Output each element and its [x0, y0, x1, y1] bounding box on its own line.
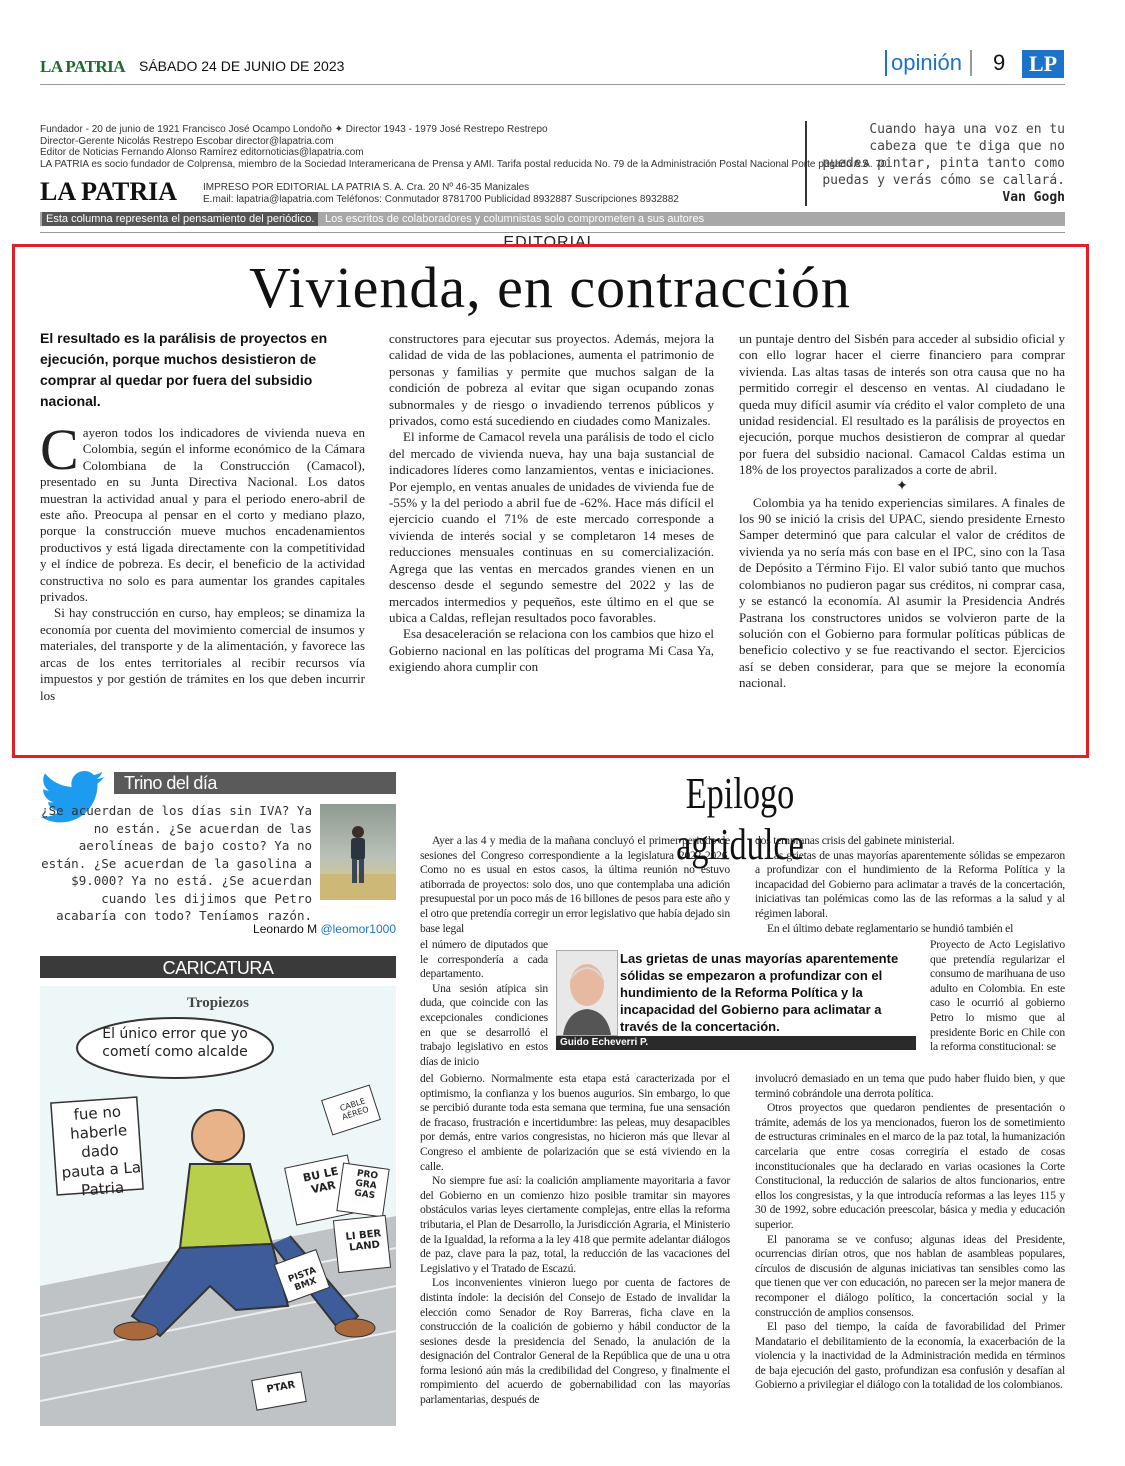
- paragraph: El panorama se ve confuso; algunas ideas del Presidente, ocurrencias dirían otros, que nos hablan de asambleas populares, círculos de discusión de algunas iniciativas tan sensibles como las que tienen que ver con educación, no parecen ser la mejor manera de recomponer el diálogo político, la concertación social y la construcción de amplios consensos.: [755, 1232, 1065, 1319]
- separator-ornament: ✦: [896, 478, 908, 494]
- trino-handle[interactable]: @leomor1000: [320, 922, 396, 936]
- pull-quote: Las grietas de unas mayorías aparentemente sólidas se empezaron a profundizar con el hundimiento de la Reforma Política y la incapacidad del Gobierno para aclimatar a través de la concertación.: [620, 951, 899, 1034]
- author-name: Guido Echeverri P.: [560, 1037, 649, 1048]
- lp-badge: LP: [1022, 50, 1064, 78]
- paper-label: PRO GRA GAS: [353, 1168, 379, 1202]
- header-section: opinión: [885, 50, 972, 76]
- editorial-lead: El resultado es la parálisis de proyectos en ejecución, porque muchos desistieron de comprar al quedar por fuera del subsidio nacional.: [40, 330, 328, 409]
- masthead-editor: Editor de Noticias Fernando Alonso Ramírez editornoticias@lapatria.com: [40, 147, 364, 158]
- paper-label: CABLE AÉREO: [338, 1096, 370, 1122]
- article-column-2-wrap: [930, 938, 1065, 1055]
- paragraph: del Gobierno. Normalmente esta etapa está caracterizada por el optimismo, la confianza y los buenos augurios. Sin embargo, lo que se percibió durante toda esta semana que termina, fue una sensación de fracaso, frustración e incertidumbre: las peleas, muy desapacibles por demás, entre varios congresistas, no hicieron más que llevar al Congreso el ambiente de polarización que se está viviendo en la calle.: [420, 1072, 730, 1173]
- dropcap: C: [40, 417, 79, 482]
- editorial-column-3: [739, 331, 1065, 692]
- paragraph: constructores para ejecutar sus proyectos. Además, mejora la calidad de vida de las poblaciones, aumenta el patrimonio de personas y familias y permite que muchos salgan de la condición de pobreza al evitar que sigan ocupando zonas subnormales y de riesgo o invadiendo terrenos públicos y privados, como está sucediendo en ciudades como Manizales.: [389, 331, 714, 429]
- paragraph: el número de diputados que le correspondería a cada departamento.: [420, 938, 548, 981]
- trino-text: ¿Se acuerdan de los días sin IVA? Ya no están. ¿Se acuerdan de las aerolíneas de bajo costo? Ya no están. ¿Se acuerdan de la gasolina a $9.000? Ya no está. ¿Se acuerdan cuando les dijimos que Petro acabaría con todo? Teníamos razón.: [41, 803, 312, 923]
- masthead-founders: Fundador - 20 de junio de 1921 Francisco José Ocampo Londoño ✦ Director 1943 - 1979 José Restrepo Restrepo: [40, 124, 548, 135]
- editorial-label: EDITORIAL: [503, 234, 597, 251]
- masthead-membership: LA PATRIA es socio fundador de Colprensa, miembro de la Sociedad Interamericana de Prensa y AMI. Tarifa postal reducida No. 79 de la Administración Postal Nacional Porte pagado A.A. 70: [40, 159, 887, 170]
- masthead-logo: LA PATRIA: [40, 177, 177, 206]
- trino-title: Trino del día: [124, 773, 217, 793]
- article-column-2-top: [755, 834, 1065, 936]
- paragraph: En el último debate reglamentario se hundió también el: [767, 921, 1014, 935]
- paragraph: Proyecto de Acto Legislativo que pretendía regularizar el consumo de marihuana de uso adulto en Colombia. En este caso le ocurrió al gobierno Petro lo mismo que al presidente Boric en Chile con la reforma constitucional: se: [930, 938, 1065, 1054]
- quote-text: Cuando haya una voz en tu cabeza que te diga que no puedes pintar, pinta tanto como puedas y verás cómo se callará.: [822, 122, 1065, 188]
- editorial-title: Vivienda, en contracción: [249, 255, 851, 320]
- paragraph: Esa desaceleración se relaciona con los cambios que hizo el Gobierno nacional en las políticas del programa Mi Casa Ya, exigiendo ahora cumplir con: [389, 626, 714, 675]
- paragraph: Ayer a las 4 y media de la mañana concluyó el primer periodo de sesiones del Congreso correspondiente a la legislatura 2022-2026. Como no es usual en estos casos, la última reunión no estuvo atiborrada de proyectos: solo dos, uno que contemplaba una adición presupuestal por un poco más de 16 billones de pesos para este año y el otro que pretendía corregir un error legislativo que había dejado sin base legal: [420, 834, 730, 935]
- notice-left: Esta columna representa el pensamiento del periódico.: [42, 212, 318, 226]
- article-column-1-wrap: [420, 938, 548, 1069]
- trino-author-name: Leonardo M: [253, 922, 318, 936]
- paragraph: Otros proyectos que quedaron pendientes de presentación o trámite, además de los ya mencionados, fueron los de sometimiento de estructuras criminales en el marco de la paz total, la humanización carcelaria que entre cosas corregiría el estado de cosas inconstitucionales que ha declarado en varias ocasiones la Corte Constitucional, la reducción de salarios de altos funcionarios, entre ellos los congresistas, y la que introducía reformas a las leyes 115 y 30 de 1992, sobre educación preescolar, básica y media y educación superior.: [755, 1101, 1065, 1231]
- page-number: 9: [993, 50, 1006, 75]
- paragraph: El informe de Camacol revela una parálisis de todo el ciclo del mercado de vivienda nueva, hay una baja sustancial de indicadores líderes como lanzamientos, ventas e iniciaciones. Por ejemplo, en ventas anuales de unidades de vivienda fue de -55% y la del periodo a abril fue de -62%. Hace más difícil el ejercicio cuando el 71% de este mercado corresponde a vivienda de interés social y se completaron 14 meses de reducciones mensuales continuas en su comercialización. Agrega que las ventas en mercados grandes vienen en un descenso desde el segundo semestre del 2022 y las de mercados intermedios y pequeños, este último en el que se ubica a Caldas, reflejan resultados poco favorables.: [389, 429, 714, 625]
- header-date: SÁBADO 24 DE JUNIO DE 2023: [139, 58, 345, 74]
- trino-photo: [320, 804, 396, 900]
- article-column-1-top: [420, 834, 730, 936]
- paragraph: Si hay construcción en curso, hay empleos; se dinamiza la economía por cuenta del movimiento comercial de insumos y materiales, del transporte y de la alimentación, y favorece las arcas de los entes territoriales al recibir recursos vía impuestos y por gestión de trámites en los que deben incurrir los: [40, 605, 365, 703]
- caricatura-subtitle: Tropiezos: [187, 995, 249, 1011]
- paper-label: PISTA BMX: [287, 1265, 319, 1294]
- paper-label: LI BER LAND: [345, 1228, 382, 1254]
- speech-bubble-text: El único error que yo cometí como alcalde: [102, 1026, 248, 1060]
- caricatura-title: CARICATURA: [162, 958, 274, 978]
- paper-label: PTAR: [265, 1379, 297, 1396]
- article-column-2-bottom: [755, 1072, 1065, 1393]
- paragraph: Los inconvenientes vinieron luego por cuenta de factores de distinta índole: la decisión del Consejo de Estado de invalidar la elección como Senador de Roy Barreras, ficha clave en la construcción de la coalición de gobierno y hábil conductor de la sesiones desde la presidencia del Senado, la anulación de la designación del Contralor General de la República que de una u otra forma lesionó aún más la credibilidad del Congreso, y finalmente el rompimiento del acuerdo de gobernabilidad con las mayorías parlamentarias, después de: [420, 1276, 730, 1407]
- paragraph: Colombia ya ha tenido experiencias similares. A finales de los 90 se inició la crisis del UPAC, siendo presidente Ernesto Samper determinó que para calcular el valor de créditos de vivienda ya no sería más con base en el IPC, sino con la Tasa de Depósito a Término Fijo. El valor subió tanto que muchos colombianos no pudieron pagar sus créditos, ni comprar casa, y se estancó la economía. Al asumir la Presidencia Andrés Pastrana los constructores unidos se volvieron parte de la solución con el Gobierno para formular políticas públicas de beneficio colectivo y se fue reactivando el sector. Ejercicios así se deben considerar, para que se mejore la economía nacional.: [739, 494, 1065, 691]
- trino-author: [40, 922, 396, 936]
- quote-author: Van Gogh: [1002, 190, 1065, 205]
- paragraph: involucró demasiado en un tema que pudo haber fluido bien, y que terminó cobrándole una derrota política.: [755, 1072, 1065, 1100]
- paragraph: No siempre fue así: la coalición ampliamente mayoritaria a favor del Gobierno en un comienzo hizo posible tramitar sin mayores obstáculos varias leyes ciertamente complejas, entre ellas la reforma tributaria, el Plan de Desarrollo, la Jurisdicción Agraria, el Ministerio de la Igualdad, la reforma a la ley 418 que permite adelantar diálogos de paz, clave para la paz, total, la reducción de las vacaciones del Legislativo y el Tratado de Escazú.: [420, 1174, 730, 1275]
- paper-label: BU LE VAR: [301, 1164, 340, 1197]
- paragraph: El paso del tiempo, la caída de favorabilidad del Primer Mandatario el debilitamiento de la economía, la exacerbación de la violencia y la inactividad de la Administración medida en términos de baja ejecución del gasto, profundizan esa confusión y desafían al Gobierno a privilegiar el diálogo con la totalidad de los colombianos.: [755, 1320, 1065, 1392]
- quote-box: [805, 121, 1065, 206]
- paragraph: Las grietas de unas mayorías aparentemente sólidas se empezaron a profundizar con el hundimiento de la Reforma Política y la incapacidad del Gobierno para aclimatar a través de la concertación, iniciativas tan polémicas como las de las reformas a la salud y al régimen laboral.: [755, 848, 1065, 920]
- paragraph: dos tempranas crisis del gabinete ministerial.: [755, 834, 955, 847]
- masthead-director: Director-Gerente Nicolás Restrepo Escobar director@lapatria.com: [40, 136, 334, 147]
- masthead-contact: E.mail: lapatria@lapatria.com Teléfonos: Conmutador 8781700 Publicidad 8932887 Suscripciones 8932882: [203, 194, 679, 205]
- article-column-1-bottom: [420, 1072, 730, 1408]
- article-title: Epilogo agridulce: [676, 769, 804, 869]
- header-rule: [40, 84, 1065, 85]
- section-rule: [40, 232, 1065, 233]
- standing-man-illustration: [320, 804, 396, 900]
- author-photo: [556, 950, 618, 1036]
- notice-right: Los escritos de colaboradores y columnistas solo comprometen a sus autores: [325, 213, 705, 225]
- paragraph: ayeron todos los indicadores de vivienda nueva en Colombia, según el informe económico de la Cámara Colombiana de la Construcción (Camacol), presentado en su Junta Directiva Nacional. Los datos muestran la actividad anual y para el periodo enero-abril de este año. Preocupa al pensar en el corto y mediano plazo, porque la construcción mueve muchos encadenamientos productivos y está ligada directamente con la competitividad y el índice de pobreza. Es decir, el beneficio de la actividad constructiva no solo es para aumentar los grandes capitales privados.: [40, 425, 365, 605]
- masthead-printer: IMPRESO POR EDITORIAL LA PATRIA S. A. Cra. 20 Nº 46-35 Manizales: [203, 182, 530, 193]
- editorial-column-2: [389, 331, 714, 676]
- sign-text: fue no haberle dado pauta a La Patria: [60, 1102, 142, 1200]
- editorial-column-1: [40, 417, 365, 704]
- paragraph: Una sesión atípica sin duda, que coincide con las excepcionales condiciones en que se desarrolló el trabajo legislativo en estos días de inicio: [420, 981, 548, 1068]
- paragraph: un puntaje dentro del Sisbén para acceder al subsidio oficial y con ello lograr hacer el cierre financiero para comprar vivienda. Las altas tasas de interés son otra causa que no ha permitido corregir el descenso en ventas. Al ciudadano le queda muy difícil asumir vía crédito el valor completo de una unidad residencial. El resultado es la parálisis de proyectos en ejecución, porque muchos desistieron de comprar al quedar por fuera del subsidio nacional. Camacol Caldas estima un 18% de los proyectos paralizados a corte de abril.: [739, 331, 1065, 478]
- author-portrait-icon: [557, 951, 617, 1035]
- header-logo: LA PATRIA: [40, 57, 126, 76]
